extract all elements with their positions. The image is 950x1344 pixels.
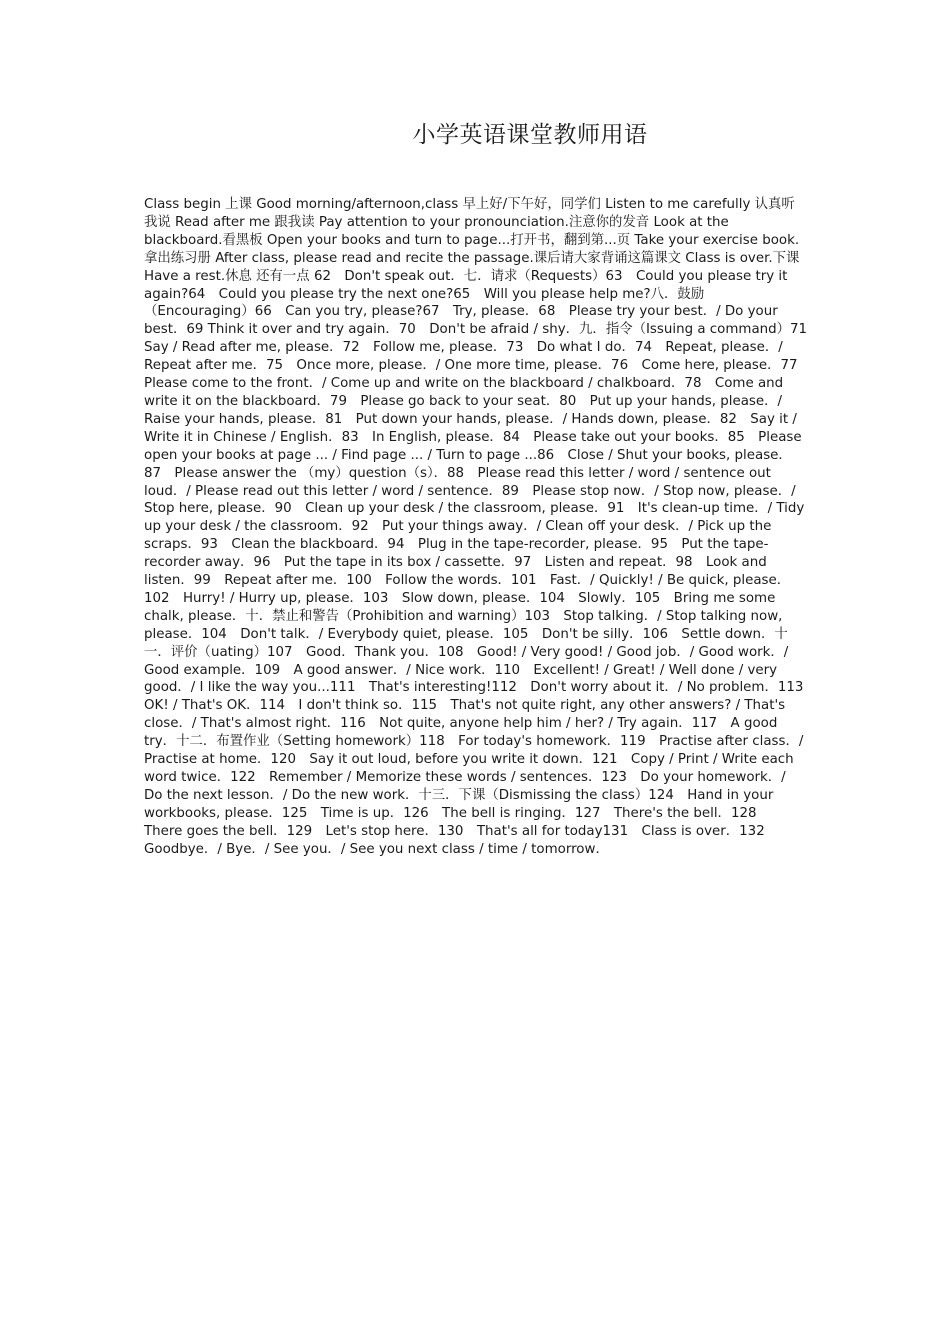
- document-body-text: Class begin 上课 Good morning/afternoon,class 早上好/下午好，同学们 Listen to me carefully 认真听我说 Read after me 跟我读 Pay attention to your pronounciation.注意你的发音 Look at the blackboard.看黑板 Open your books and turn to page...打开书，翻到第...页 Take your exercise book.拿出练习册 After class, please read and recite the passage.课后请大家背诵这篇课文 Class is over.下课 Have a rest.休息 还有一点 62 Don't speak out．七．请求（Requests）63 Could you please try it again?64 Could you please try the next one?65 Will you please help me?八．鼓励（Encouraging）66 Can you try, please?67 Try, please．68 Please try your best．/ Do your best．69 Think it over and try again．70 Don't be afraid / shy．九．指令（Issuing a command）71 Say / Read after me, please．72 Follow me, please．73 Do what I do．74 Repeat, please．/ Repeat after me．75 Once more, please．/ One more time, please．76 Come here, please．77 Please come to the front．/ Come up and write on the blackboard / chalkboard．78 Come and write it on the blackboard．79 Please go back to your seat．80 Put up your hands, please．/ Raise your hands, please．81 Put down your hands, please．/ Hands down, please．82 Say it / Write it in Chinese / English．83 In English, please．84 Please take out your books．85 Please open your books at page ... / Find page ... / Turn to page ...86 Close / Shut your books, please．87 Please answer the （my）question（s）．88 Please read this letter / word / sentence out loud．/ Please read out this letter / word / sentence．89 Please stop now．/ Stop now, please．/ Stop here, please．90 Clean up your desk / the classroom, please．91 It's clean-up time．/ Tidy up your desk / the classroom．92 Put your things away．/ Clean off your desk．/ Pick up the scraps．93 Clean the blackboard．94 Plug in the tape-recorder, please．95 Put the tape-recorder away．96 Put the tape in its box / cassette．97 Listen and repeat．98 Look and listen．99 Repeat after me．100 Follow the words．101 Fast．/ Quickly! / Be quick, please．102 Hurry! / Hurry up, please．103 Slow down, please．104 Slowly．105 Bring me some chalk, please．十．禁止和警告（Prohibition and warning）103 Stop talking．/ Stop talking now, please．104 Don't talk．/ Everybody quiet, please．105 Don't be silly．106 Settle down．十一．评价（uating）107 Good．Thank you．108 Good! / Very good! / Good job．/ Good work．/ Good example．109 A good answer．/ Nice work．110 Excellent! / Great! / Well done / very good．/ I like the way you...111 That's interesting!112 Don't worry about it．/ No problem．113 OK! / That's OK．114 I don't think so．115 That's not quite right, any other answers? / That's close．/ That's almost right．116 Not quite, anyone help him / her? / Try again．117 A good try．十二．布置作业（Setting homework）118 For today's homework．119 Practise after class．/ Practise at home．120 Say it out loud, before you write it down．121 Copy / Print / Write each word twice．122 Remember / Memorize these words / sentences．123 Do your homework．/ Do the next lesson．/ Do the new work．十三．下课（Dismissing the class）124 Hand in your workbooks, please．125 Time is up．126 The bell is ringing．127 There's the bell．128 There goes the bell．129 Let's stop here．130 That's all for today131 Class is over．132 Goodbye．/ Bye．/ See you．/ See you next class / time / tomorrow．: [144, 197, 821, 857]
- document-title: 小学英语课堂教师用语: [412, 122, 648, 148]
